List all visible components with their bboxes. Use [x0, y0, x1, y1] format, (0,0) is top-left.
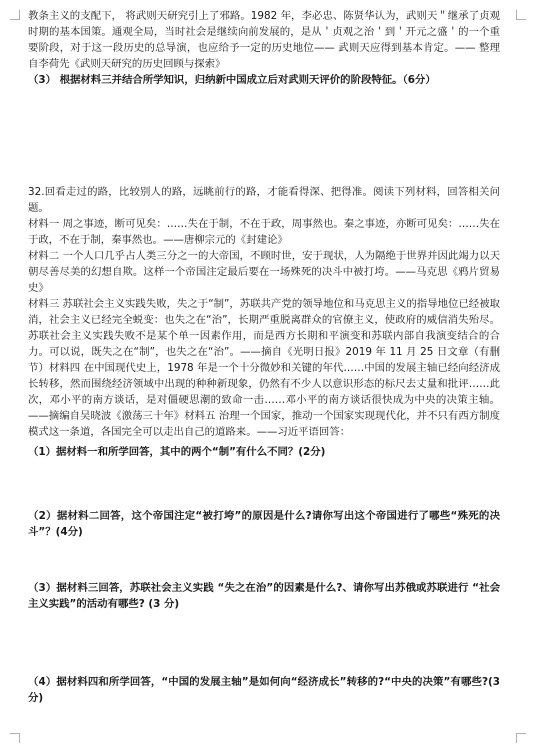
page-corner-mark — [10, 10, 20, 20]
section-32-intro: 32.回看走过的路，比较别人的路，远眺前行的路，才能看得深、把得准。阅读下列材料，回答相关问题。 — [28, 186, 500, 214]
intro-paragraph: 教条主义的支配下， 将武则天研究引上了邪路。1982 年，李必忠、陈贤华认为，武则天＂继承了贞观时期的基本国策。通观全局，当时社会是继续向前发展的，是从＇贞观之治＇到＇开元之盛＇的一个重要阶段，对于这一段历史的总导演，也应给予一定的历史地位—— 武则天应得到基本肯定。—— 整理自李荷先《武则天研究的历史回顾与探索》 — [28, 10, 500, 70]
document-page — [28, 8, 500, 706]
material-1: 材料一 周之事迹，断可见矣：……失在于制，不在于政，周事然也。秦之事迹，亦断可见矣：……失在于政，不在于制，秦事然也。——唐柳宗元的《封建论》 — [28, 218, 500, 246]
sub-question-1: （1）据材料一和所学回答，其中的两个“制”有什么不同？(2分) — [28, 446, 326, 458]
material-2: 材料二 一个人口几乎占人类三分之一的大帝国，不顾时世，安于现状，人为隔绝于世界并因此竭力以天朝尽善尽美的幻想自欺。这样一个帝国注定最后要在一场殊死的决斗中被打垮。——马克思《鸦片贸易史》 — [28, 250, 500, 294]
page-corner-mark — [516, 733, 526, 743]
sub-question-2: （2）据材料二回答，这个帝国注定“被打垮”的原因是什么?请你写出这个帝国进行了哪些“殊死的决斗”？(4分) — [28, 510, 500, 538]
question-3: （3） 根据材料三并结合所学知识，归纳新中国成立后对武则天评价的阶段特征。（6分） — [28, 74, 436, 86]
sub-question-4: （4）据材料四和所学回答，“中国的发展主轴”是如何向“经济成长”转移的?“中央的决策”有哪些?(3分) — [28, 676, 500, 704]
material-3-5: 材料三 苏联社会主义实践失败，失之于“制”，苏联共产党的领导地位和马克思主义的指导地位已经被取消，社会主义已经完全蜕变：也失之在“治”，长期严重脱离群众的官僚主义，使政府的威信消失殆尽。苏联社会主义实践失败不是某个单一因素作用，而是西方长期和平演变和苏联内部自我演变结合的合力。可以说，既失之在“制”，也失之在“治”。——摘自《光明日报》2019 年 11 月 25 日文章（有删节）材料四 在中国现代史上，1978 年是一个十分微妙和关键的年代……中国的发展主轴已经向经济成长转移，然而围绕经济领域中出现的种种新现象，仍然有不少人以意识形态的标尺去丈量和批评……此次，邓小平的南方谈话，是对僵硬思潮的致命一击……邓小平的南方谈话很快成为中央的决策主轴。——摘编自吴晓波《激荡三十年》材料五 治理一个国家，推动一个国家实现现代化，并不只有西方制度模式这一条道，各国完全可以走出自己的道路来。——习近平语回答： — [28, 298, 500, 438]
sub-question-3: （3）据材料三回答，苏联社会主义实践 “失之在治”的因素是什么?、请你写出苏俄或苏联进行 “社会主义实践”的活动有哪些? (3 分) — [28, 582, 500, 610]
page-corner-mark — [516, 10, 526, 20]
page-corner-mark — [10, 733, 20, 743]
